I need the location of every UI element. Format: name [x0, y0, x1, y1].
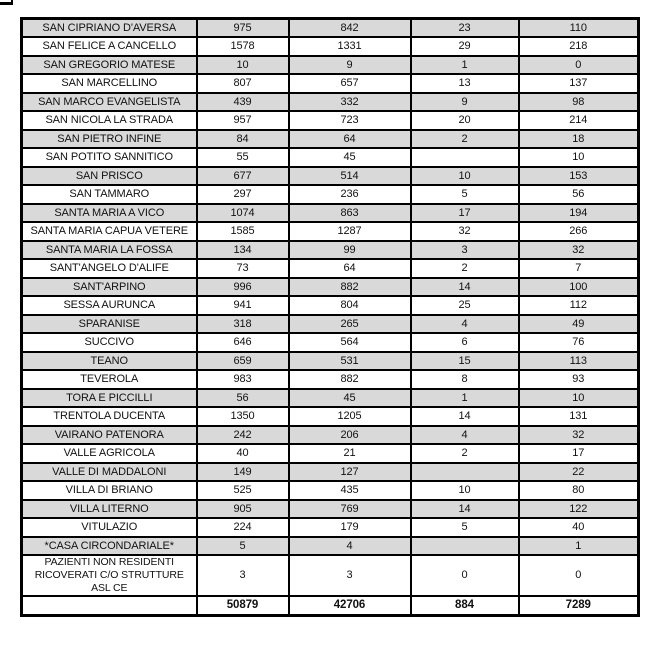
- value-cell: 25: [411, 296, 519, 315]
- value-cell: 23: [411, 19, 519, 38]
- table-row: [22, 500, 639, 519]
- value-cell: 10: [197, 56, 289, 75]
- value-cell: 122: [519, 500, 639, 519]
- value-cell: 194: [519, 204, 639, 223]
- municipality-name-cell: VITULAZIO: [22, 518, 197, 537]
- value-cell: 18: [519, 130, 639, 149]
- value-cell: 1578: [197, 37, 289, 56]
- value-cell: 214: [519, 111, 639, 130]
- value-cell: 14: [411, 500, 519, 519]
- table-row: [22, 111, 639, 130]
- value-cell: 3: [197, 555, 289, 596]
- value-cell: 0: [411, 555, 519, 596]
- value-cell: [411, 148, 519, 167]
- value-cell: 882: [289, 370, 411, 389]
- table-row: [22, 185, 639, 204]
- table-row: [22, 518, 639, 537]
- value-cell: 1331: [289, 37, 411, 56]
- municipality-name-cell: *CASA CIRCONDARIALE*: [22, 537, 197, 556]
- value-cell: 439: [197, 93, 289, 112]
- table-row: [22, 315, 639, 334]
- value-cell: 1287: [289, 222, 411, 241]
- value-cell: 224: [197, 518, 289, 537]
- table-row: [22, 444, 639, 463]
- municipality-name-cell: SPARANISE: [22, 315, 197, 334]
- table-row: [22, 389, 639, 408]
- value-cell: 113: [519, 352, 639, 371]
- value-cell: 5: [411, 518, 519, 537]
- value-cell: 10: [411, 167, 519, 186]
- value-cell: 677: [197, 167, 289, 186]
- value-cell: 2: [411, 259, 519, 278]
- table-row: [22, 407, 639, 426]
- municipality-name-cell: VILLA DI BRIANO: [22, 481, 197, 500]
- value-cell: 1: [411, 56, 519, 75]
- value-cell: 56: [197, 389, 289, 408]
- table-row: [22, 37, 639, 56]
- municipality-name-cell: SESSA AURUNCA: [22, 296, 197, 315]
- totals-empty-cell: [22, 596, 197, 615]
- value-cell: 20: [411, 111, 519, 130]
- value-cell: 17: [411, 204, 519, 223]
- value-cell: 15: [411, 352, 519, 371]
- value-cell: 21: [289, 444, 411, 463]
- value-cell: 17: [519, 444, 639, 463]
- value-cell: 84: [197, 130, 289, 149]
- value-cell: 1205: [289, 407, 411, 426]
- value-cell: 8: [411, 370, 519, 389]
- value-cell: 2: [411, 130, 519, 149]
- value-cell: 32: [519, 426, 639, 445]
- value-cell: 659: [197, 352, 289, 371]
- value-cell: 218: [519, 37, 639, 56]
- municipality-name-cell: TEANO: [22, 352, 197, 371]
- municipality-name-cell: VALLE DI MADDALONI: [22, 463, 197, 482]
- value-cell: 9: [289, 56, 411, 75]
- value-cell: 112: [519, 296, 639, 315]
- municipality-name-cell: SAN NICOLA LA STRADA: [22, 111, 197, 130]
- value-cell: 435: [289, 481, 411, 500]
- table-row: [22, 555, 639, 596]
- municipality-name-cell: SAN CIPRIANO D'AVERSA: [22, 19, 197, 38]
- value-cell: 98: [519, 93, 639, 112]
- value-cell: 646: [197, 333, 289, 352]
- value-cell: 110: [519, 19, 639, 38]
- value-cell: 64: [289, 259, 411, 278]
- municipality-name-cell: SAN MARCELLINO: [22, 74, 197, 93]
- value-cell: 153: [519, 167, 639, 186]
- table-row: [22, 19, 639, 38]
- municipality-name-cell: SAN PIETRO INFINE: [22, 130, 197, 149]
- municipality-name-cell: SUCCIVO: [22, 333, 197, 352]
- value-cell: 236: [289, 185, 411, 204]
- value-cell: 657: [289, 74, 411, 93]
- table-row: [22, 241, 639, 260]
- value-cell: 297: [197, 185, 289, 204]
- value-cell: 206: [289, 426, 411, 445]
- value-cell: 1: [411, 389, 519, 408]
- municipality-name-cell: SANTA MARIA A VICO: [22, 204, 197, 223]
- value-cell: 6: [411, 333, 519, 352]
- table-row: [22, 352, 639, 371]
- value-cell: 531: [289, 352, 411, 371]
- value-cell: 769: [289, 500, 411, 519]
- table-row: [22, 370, 639, 389]
- municipality-name-cell: VILLA LITERNO: [22, 500, 197, 519]
- value-cell: 0: [519, 555, 639, 596]
- value-cell: 242: [197, 426, 289, 445]
- value-cell: 64: [289, 130, 411, 149]
- value-cell: [411, 537, 519, 556]
- value-cell: 863: [289, 204, 411, 223]
- value-cell: 1350: [197, 407, 289, 426]
- municipality-name-cell: SANTA MARIA LA FOSSA: [22, 241, 197, 260]
- municipality-name-cell: SANT'ARPINO: [22, 278, 197, 297]
- value-cell: 1074: [197, 204, 289, 223]
- value-cell: 332: [289, 93, 411, 112]
- value-cell: 9: [411, 93, 519, 112]
- municipality-data-table: [20, 17, 640, 617]
- value-cell: 5: [197, 537, 289, 556]
- total-value-cell: 50879: [197, 596, 289, 615]
- value-cell: 14: [411, 407, 519, 426]
- value-cell: 957: [197, 111, 289, 130]
- value-cell: 29: [411, 37, 519, 56]
- value-cell: 265: [289, 315, 411, 334]
- value-cell: 137: [519, 74, 639, 93]
- total-value-cell: 884: [411, 596, 519, 615]
- value-cell: 22: [519, 463, 639, 482]
- table-row: [22, 481, 639, 500]
- value-cell: 13: [411, 74, 519, 93]
- value-cell: 723: [289, 111, 411, 130]
- municipality-name-cell: SAN MARCO EVANGELISTA: [22, 93, 197, 112]
- value-cell: 1: [519, 537, 639, 556]
- table-row: [22, 167, 639, 186]
- value-cell: 179: [289, 518, 411, 537]
- value-cell: 905: [197, 500, 289, 519]
- table-row: [22, 148, 639, 167]
- table-body: [22, 19, 639, 597]
- value-cell: 7: [519, 259, 639, 278]
- municipality-name-cell: VALLE AGRICOLA: [22, 444, 197, 463]
- table-row: [22, 222, 639, 241]
- value-cell: 76: [519, 333, 639, 352]
- municipality-name-cell: SANTA MARIA CAPUA VETERE: [22, 222, 197, 241]
- table-row: [22, 537, 639, 556]
- value-cell: 73: [197, 259, 289, 278]
- municipality-name-cell: PAZIENTI NON RESIDENTI RICOVERATI C/O STRUTTURE ASL CE: [22, 555, 197, 596]
- municipality-name-cell: SAN PRISCO: [22, 167, 197, 186]
- value-cell: 0: [519, 56, 639, 75]
- value-cell: 3: [411, 241, 519, 260]
- municipality-name-cell: SAN GREGORIO MATESE: [22, 56, 197, 75]
- value-cell: 983: [197, 370, 289, 389]
- value-cell: 49: [519, 315, 639, 334]
- municipality-name-cell: SAN TAMMARO: [22, 185, 197, 204]
- table-row: [22, 204, 639, 223]
- value-cell: 131: [519, 407, 639, 426]
- value-cell: 93: [519, 370, 639, 389]
- table-row: [22, 130, 639, 149]
- value-cell: 32: [411, 222, 519, 241]
- value-cell: 40: [519, 518, 639, 537]
- value-cell: 14: [411, 278, 519, 297]
- value-cell: 56: [519, 185, 639, 204]
- value-cell: 4: [411, 426, 519, 445]
- cropped-table-fragment: [0, 0, 13, 5]
- municipality-name-cell: TRENTOLA DUCENTA: [22, 407, 197, 426]
- table-row: [22, 333, 639, 352]
- value-cell: 514: [289, 167, 411, 186]
- value-cell: 564: [289, 333, 411, 352]
- table-row: [22, 259, 639, 278]
- value-cell: 842: [289, 19, 411, 38]
- table-row: [22, 56, 639, 75]
- value-cell: 134: [197, 241, 289, 260]
- value-cell: 975: [197, 19, 289, 38]
- value-cell: 941: [197, 296, 289, 315]
- table-row: [22, 278, 639, 297]
- value-cell: 80: [519, 481, 639, 500]
- value-cell: 45: [289, 389, 411, 408]
- totals-row: [22, 596, 639, 615]
- value-cell: 10: [519, 389, 639, 408]
- table-row: [22, 296, 639, 315]
- total-value-cell: 7289: [519, 596, 639, 615]
- value-cell: 882: [289, 278, 411, 297]
- table-row: [22, 93, 639, 112]
- value-cell: 10: [519, 148, 639, 167]
- value-cell: [411, 463, 519, 482]
- value-cell: 127: [289, 463, 411, 482]
- municipality-name-cell: SANT'ANGELO D'ALIFE: [22, 259, 197, 278]
- municipality-name-cell: TORA E PICCILLI: [22, 389, 197, 408]
- value-cell: 804: [289, 296, 411, 315]
- total-value-cell: 42706: [289, 596, 411, 615]
- value-cell: 32: [519, 241, 639, 260]
- value-cell: 318: [197, 315, 289, 334]
- municipality-name-cell: VAIRANO PATENORA: [22, 426, 197, 445]
- value-cell: 996: [197, 278, 289, 297]
- table-row: [22, 426, 639, 445]
- table-row: [22, 74, 639, 93]
- municipality-name-cell: TEVEROLA: [22, 370, 197, 389]
- value-cell: 525: [197, 481, 289, 500]
- value-cell: 45: [289, 148, 411, 167]
- value-cell: 2: [411, 444, 519, 463]
- value-cell: 149: [197, 463, 289, 482]
- value-cell: 266: [519, 222, 639, 241]
- value-cell: 99: [289, 241, 411, 260]
- value-cell: 40: [197, 444, 289, 463]
- value-cell: 3: [289, 555, 411, 596]
- value-cell: 10: [411, 481, 519, 500]
- value-cell: 4: [289, 537, 411, 556]
- municipality-name-cell: SAN FELICE A CANCELLO: [22, 37, 197, 56]
- municipality-name-cell: SAN POTITO SANNITICO: [22, 148, 197, 167]
- table-footer: [22, 596, 639, 615]
- value-cell: 100: [519, 278, 639, 297]
- value-cell: 55: [197, 148, 289, 167]
- value-cell: 807: [197, 74, 289, 93]
- value-cell: 4: [411, 315, 519, 334]
- table-row: [22, 463, 639, 482]
- value-cell: 1585: [197, 222, 289, 241]
- value-cell: 5: [411, 185, 519, 204]
